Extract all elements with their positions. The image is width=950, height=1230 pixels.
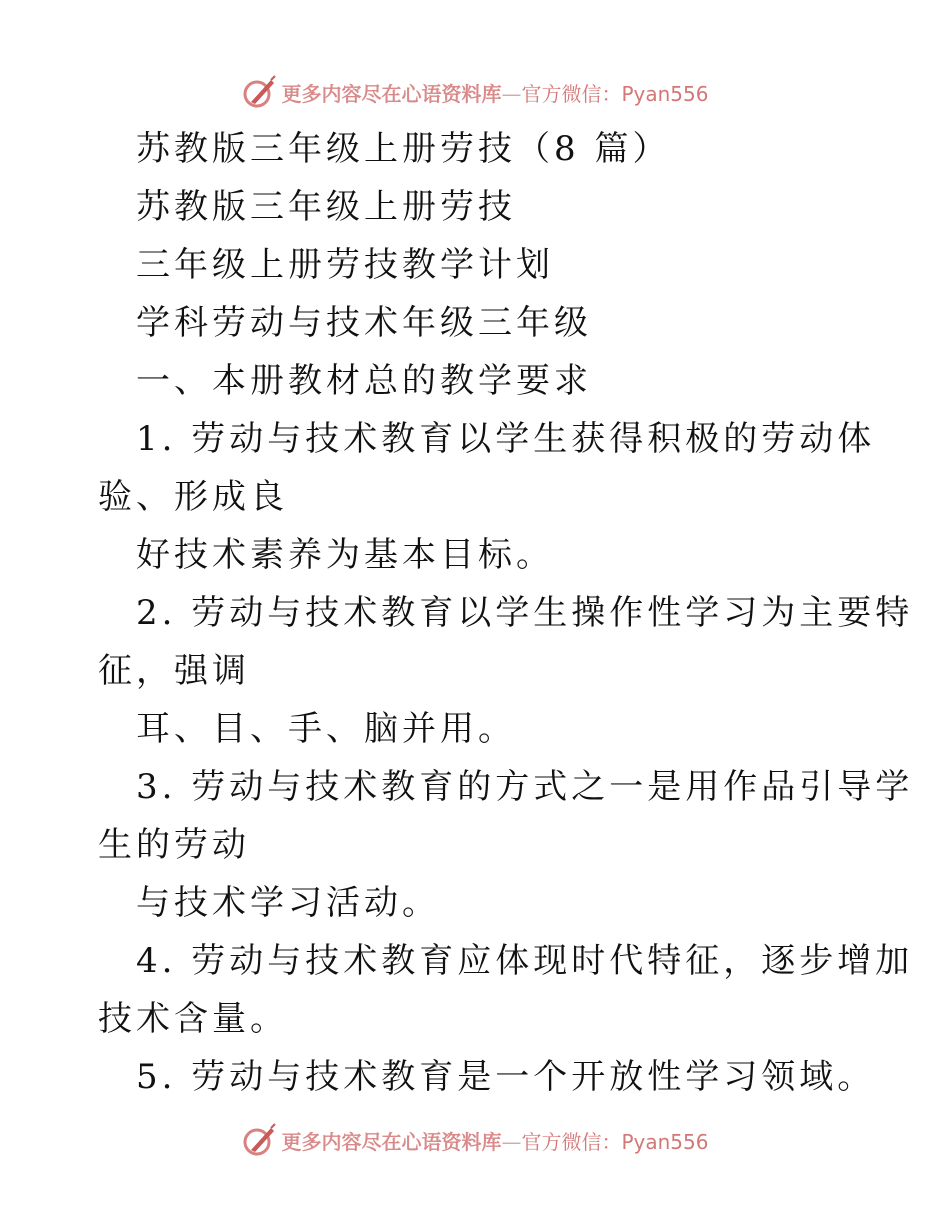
- watermark-text: 更多内容尽在心语资料库—官方微信：Pyan556: [281, 81, 709, 106]
- text-line: 4. 劳动与技术教育应体现时代特征，逐步增加: [136, 941, 914, 981]
- quill-logo-icon: [241, 1122, 277, 1158]
- text-line: 3. 劳动与技术教育的方式之一是用作品引导学: [136, 767, 914, 807]
- text-line: 一、本册教材总的教学要求: [136, 361, 592, 401]
- text-line: 验、形成良: [98, 477, 288, 517]
- text-line: 好技术素养为基本目标。: [136, 535, 554, 575]
- header-watermark: [0, 72, 950, 112]
- text-line: 三年级上册劳技教学计划: [136, 245, 554, 285]
- text-line: 2. 劳动与技术教育以学生操作性学习为主要特: [136, 593, 914, 633]
- watermark-text: 更多内容尽在心语资料库—官方微信：Pyan556: [281, 1129, 709, 1154]
- text-line: 5. 劳动与技术教育是一个开放性学习领域。: [136, 1057, 876, 1097]
- text-line: 生的劳动: [98, 825, 250, 865]
- text-line: 与技术学习活动。: [136, 883, 440, 923]
- text-line: 耳、目、手、脑并用。: [136, 709, 516, 749]
- text-line: 苏教版三年级上册劳技（8 篇）: [136, 129, 671, 169]
- text-line: 苏教版三年级上册劳技: [136, 187, 516, 227]
- text-line: 1. 劳动与技术教育以学生获得积极的劳动体: [136, 419, 876, 459]
- text-line: 学科劳动与技术年级三年级: [136, 303, 592, 343]
- quill-logo-icon: [241, 74, 277, 110]
- document-body: [98, 120, 914, 1106]
- text-line: 征，强调: [98, 651, 250, 691]
- text-line: 技术含量。: [98, 999, 288, 1039]
- footer-watermark: [0, 1120, 950, 1160]
